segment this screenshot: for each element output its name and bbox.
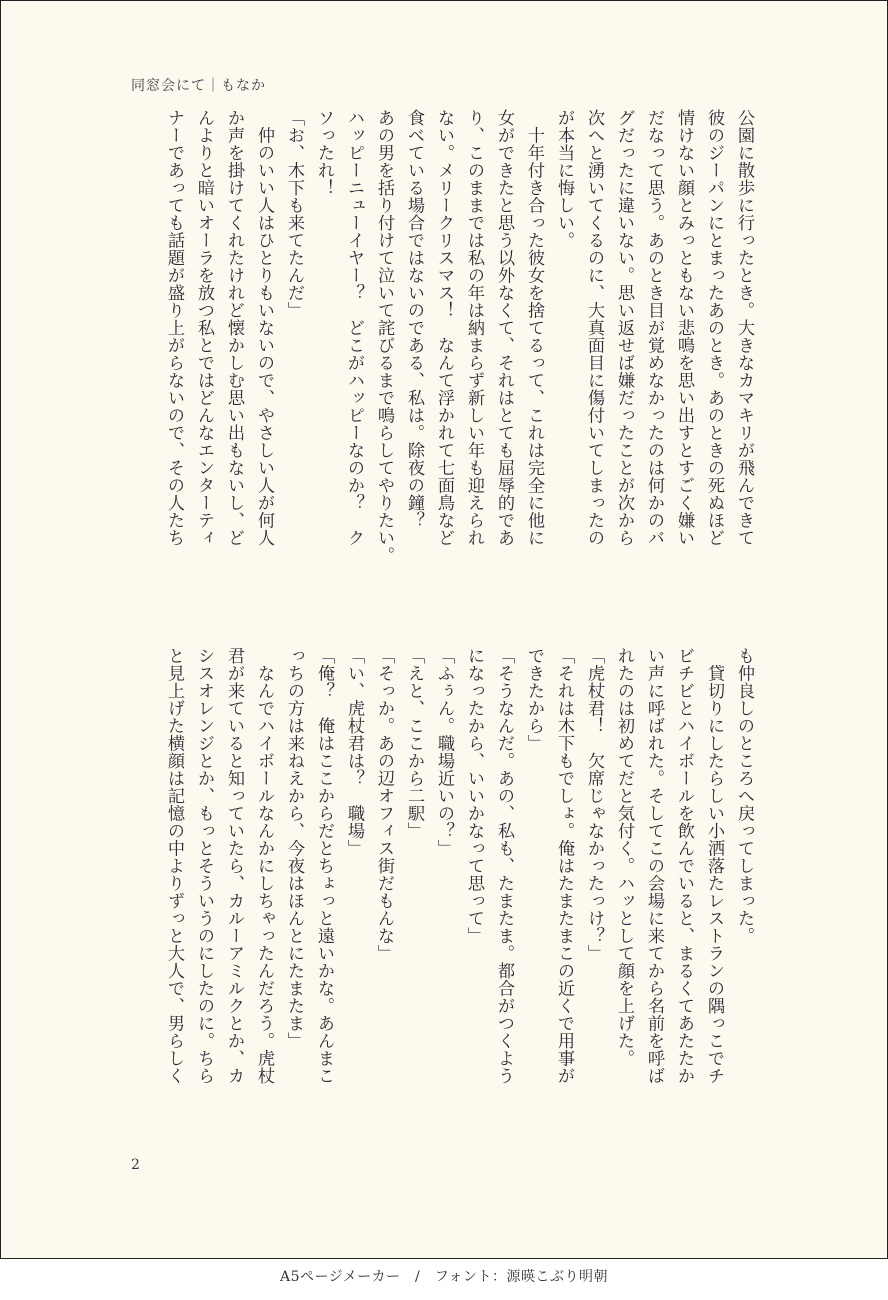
- text-line: できたから」: [524, 647, 544, 752]
- text-line: 次へと湧いてくるのに、大真面目に傷付いてしまったの: [584, 109, 604, 547]
- text-line: 「俺？ 俺はここからだとちょっと遠いかな。あんまこ: [314, 647, 334, 1085]
- text-line: 君が来ていると知っていたら、カルーアミルクとか、カ: [224, 647, 244, 1085]
- page-header-title: 同窓会にて｜もなか: [131, 78, 266, 94]
- text-line: んよりと暗いオーラを放つ私とではどんなエンターティ: [194, 109, 214, 547]
- text-line: 十年付き合った彼女を捨てるって、これは完全に他に: [524, 109, 544, 547]
- footer-credit: A5ページメーカー / フォント：源暎こぶり明朝: [279, 1269, 609, 1285]
- text-line: 「虎杖君！ 欠席じゃなかったっけ？」: [584, 647, 604, 962]
- text-line: ビチビとハイボールを飲んでいると、まるくてあたたか: [674, 647, 694, 1085]
- text-line: 「ふぅん。職場近いの？」: [434, 647, 454, 857]
- text-line: と見上げた横顔は記憶の中よりずっと大人で、男らしく: [164, 647, 184, 1085]
- text-line: か声を掛けてくれたけれど懐かしむ思い出もないし、ど: [224, 109, 244, 547]
- text-line: グだったに違いない。思い返せば嫌だったことが次から: [614, 109, 634, 547]
- text-line: 「そっか。あの辺オフィス街だもんな」: [374, 647, 394, 962]
- text-line: になったから、いいかなって思って」: [464, 647, 484, 945]
- text-line: あの男を括り付けて泣いて詫びるまで鳴らしてやりたい。: [374, 109, 394, 564]
- text-line: 「お、木下も来てたんだ」: [284, 109, 304, 319]
- text-line: れたのは初めてだと気付く。ハッとして顔を上げた。: [614, 647, 634, 1067]
- text-line: 貸切りにしたらしい小洒落たレストランの隅っこでチ: [704, 647, 724, 1085]
- text-block-top: [123, 109, 759, 599]
- text-line: り、このままでは私の年は納まらず新しい年も迎えられ: [464, 109, 484, 547]
- text-line: 「えと、ここから二駅」: [404, 647, 424, 840]
- text-line: 公園に散歩に行ったとき。大きなカマキリが飛んできて: [734, 109, 754, 547]
- text-line: ない。メリークリスマス！ なんて浮かれて七面鳥など: [434, 109, 454, 547]
- page-number: 2: [131, 1157, 140, 1173]
- text-line: ナーであっても話題が盛り上がらないので、その人たち: [164, 109, 184, 547]
- text-line: ハッピーニューイヤー？ どこがハッピーなのか？ ク: [344, 109, 364, 547]
- text-line: 「い、虎杖君は？ 職場」: [344, 647, 364, 857]
- text-block-bottom: [123, 647, 759, 1137]
- text-line: が本当に悔しい。: [554, 109, 574, 249]
- text-line: シスオレンジとか、もっとそういうのにしたのに。ちら: [194, 647, 214, 1085]
- text-line: 「そうなんだ。あの、私も、たまたま。都合がつくよう: [494, 647, 514, 1085]
- text-line: も仲良しのところへ戻ってしまった。: [734, 647, 754, 945]
- text-line: だなって思う。あのとき目が覚めなかったのは何かのバ: [644, 109, 664, 547]
- text-line: 食べている場合ではないのである、私は。除夜の鐘？: [404, 109, 424, 529]
- text-line: っちの方は来ねえから、今夜はほんとにたまたま」: [284, 647, 304, 1050]
- text-line: 情けない顔とみっともない悲鳴を思い出すとすごく嫌い: [674, 109, 694, 547]
- text-line: 「それは木下もでしょ。俺はたまたまこの近くで用事が: [554, 647, 574, 1085]
- text-line: い声に呼ばれた。そしてこの会場に来てから名前を呼ば: [644, 647, 664, 1085]
- text-line: なんでハイボールなんかにしちゃったんだろう。虎杖: [254, 647, 274, 1085]
- text-line: ソったれ！: [314, 109, 334, 197]
- text-line: 仲のいい人はひとりもいないので、やさしい人が何人: [254, 109, 274, 547]
- text-line: 彼のジーパンにとまったあのとき。あのときの死ぬほど: [704, 109, 724, 547]
- text-line: 女ができたと思う以外なくて、それはとても屈辱的であ: [494, 109, 514, 547]
